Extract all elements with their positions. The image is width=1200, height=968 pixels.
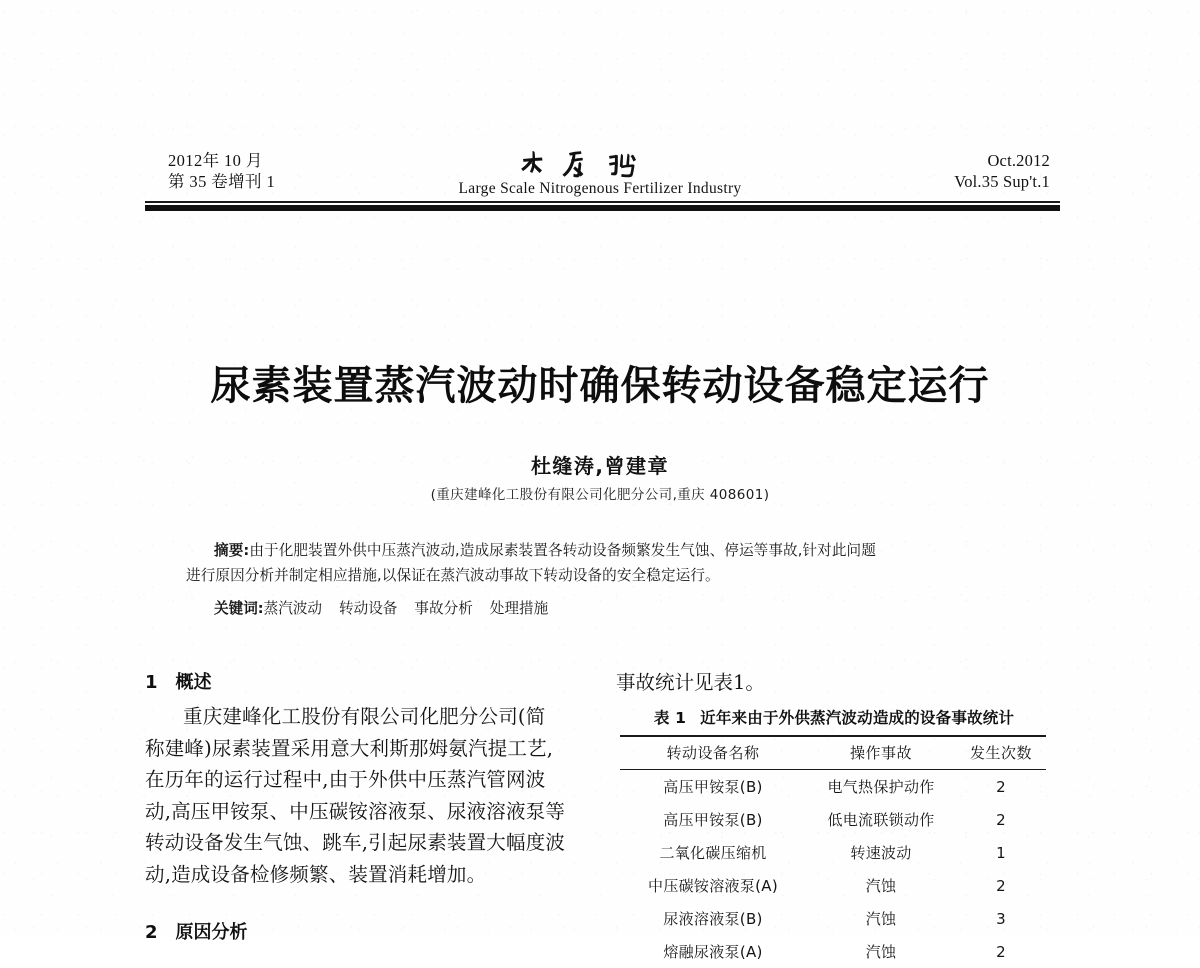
keyword-item-3: 事故分析 — [414, 600, 473, 617]
table-caption — [616, 706, 1052, 728]
keyword-item-2: 转动设备 — [339, 600, 398, 617]
table-header-row — [620, 736, 1046, 770]
accident-statistics-table — [620, 735, 1046, 968]
cell-equipment: 熔融尿液泵(A) — [663, 943, 763, 961]
abstract-line-1 — [186, 538, 1026, 563]
table-label: 表 1 — [653, 709, 687, 727]
journal-logo-calligraphy-icon — [515, 148, 685, 182]
table-row — [620, 935, 1046, 968]
issue-volume-cn: 第 35 卷增刊 1 — [168, 172, 276, 191]
keywords-label: 关键词: — [214, 600, 264, 617]
table-row — [620, 803, 1046, 836]
cell-incident: 转速波动 — [850, 844, 912, 862]
table-row — [620, 902, 1046, 935]
paragraph-line: 重庆建峰化工股份有限公司化肥分公司(简 — [183, 705, 546, 728]
paragraph-line: 转动设备发生气蚀、跳车,引起尿素装置大幅度波 — [145, 831, 566, 854]
keyword-item-4: 处理措施 — [489, 600, 549, 617]
section-number-2: 2 — [145, 922, 158, 943]
cell-count: 2 — [996, 876, 1006, 895]
cell-incident: 低电流联锁动作 — [827, 811, 935, 829]
abstract-block — [186, 538, 1026, 588]
section-title-1: 概述 — [175, 672, 212, 693]
article-authors: 杜缝涛,曾建章 — [530, 454, 670, 478]
cell-incident: 汽蚀 — [865, 943, 897, 961]
cell-equipment: 尿液溶液泵(B) — [663, 910, 763, 928]
cell-incident: 汽蚀 — [865, 910, 897, 928]
header-rule-thick — [145, 205, 1060, 211]
cell-count: 2 — [996, 777, 1006, 796]
cell-incident: 汽蚀 — [865, 877, 897, 895]
keyword-item-1: 蒸汽波动 — [263, 600, 323, 617]
author-affiliation: (重庆建峰化工股份有限公司化肥分公司,重庆 408601) — [430, 487, 770, 503]
cell-count: 1 — [996, 843, 1006, 862]
paragraph-line: 在历年的运行过程中,由于外供中压蒸汽管网波 — [145, 768, 546, 791]
cell-count: 3 — [996, 909, 1006, 928]
journal-masthead — [140, 148, 1060, 198]
section-title-2: 原因分析 — [175, 922, 248, 943]
keywords-line — [186, 597, 1026, 621]
section-heading-1 — [145, 668, 570, 694]
issue-date-en: Oct.2012 — [987, 151, 1050, 170]
paragraph-line: 动,造成设备检修频繁、装置消耗增加。 — [145, 862, 487, 886]
issue-info-en-block — [954, 150, 1050, 192]
abstract-text-1: 由于化肥装置外供中压蒸汽波动,造成尿素装置各转动设备频繁发生气蚀、停运等事故,针对此问题 — [249, 542, 876, 559]
issue-volume-en: Vol.35 Sup't.1 — [954, 172, 1050, 191]
table-reference-line: 事故统计见表1。 — [616, 671, 765, 694]
table-caption-text: 近年来由于外供蒸汽波动造成的设备事故统计 — [700, 709, 1015, 727]
section-number-1: 1 — [145, 672, 158, 693]
issue-date: 2012年 10 月 — [168, 151, 263, 170]
paragraph-line: 称建峰)尿素装置采用意大利斯那姆氨汽提工艺, — [145, 736, 554, 760]
cell-equipment: 中压碳铵溶液泵(A) — [648, 877, 778, 895]
cell-count: 2 — [996, 942, 1006, 961]
abstract-line-2: 进行原因分析并制定相应措施,以保证在蒸汽波动事故下转动设备的安全稳定运行。 — [186, 567, 720, 584]
running-head — [140, 148, 1060, 204]
cell-equipment: 二氧化碳压缩机 — [659, 844, 767, 862]
cell-equipment: 高压甲铵泵(B) — [663, 811, 763, 829]
column-header-count: 发生次数 — [956, 736, 1046, 770]
column-header-equipment: 转动设备名称 — [620, 736, 806, 770]
abstract-label: 摘要: — [214, 542, 250, 559]
body-column-left — [145, 668, 570, 890]
cell-equipment: 高压甲铵泵(B) — [663, 778, 763, 796]
cell-count: 2 — [996, 810, 1006, 829]
table-row — [620, 869, 1046, 902]
table-row — [620, 770, 1046, 804]
keywords-block — [186, 597, 1026, 621]
paragraph-line: 动,高压甲铵泵、中压碳铵溶液泵、尿液溶液泵等 — [145, 799, 566, 823]
column-header-incident: 操作事故 — [806, 736, 956, 770]
table-row — [620, 836, 1046, 869]
body-column-right — [616, 668, 1052, 968]
article-title: 尿素装置蒸汽波动时确保转动设备稳定运行 — [210, 363, 990, 409]
section-heading-2 — [145, 918, 248, 944]
header-rule-thin — [145, 201, 1060, 203]
cell-incident: 电气热保护动作 — [827, 778, 935, 796]
journal-title-en: Large Scale Nitrogenous Fertilizer Industry — [458, 180, 742, 197]
